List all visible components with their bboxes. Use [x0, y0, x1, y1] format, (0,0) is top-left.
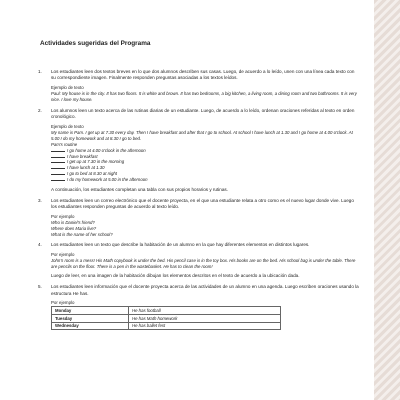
example-text: Paul: My house is in the city. It has two floors. It is white and brown. It has two bedrooms, a big kitchen, a living room, a dining room and two bathrooms. It is very nice. I love my house.	[51, 91, 357, 103]
table-cell-activity: He has football	[129, 307, 281, 315]
item-instructions: Los estudiantes leen dos textos breves en lo que dos alumnos describen sus casas. Luego, de acuerdo a lo leído, unen con una línea cada texto con su correspondiente imagen. Finalmente responden preguntas asociadas a los textos leídos.	[51, 69, 355, 81]
table-cell-day: Wednesday	[52, 322, 129, 330]
table-row	[52, 307, 281, 315]
followup-text: Luego de leer, en una imagen de la habitación dibujan los elementos descritos en el texto de acuerdo a la ubicación dada.	[51, 273, 300, 279]
item-instructions: Los alumnos leen un texto acerca de las rutinas diarias de un estudiante. Luego, de acuerdo a lo leído, ordenan oraciones referidas al texto en orden cronológico.	[51, 107, 355, 120]
decorative-side-stripe	[374, 0, 400, 400]
activity-item-4	[38, 242, 360, 280]
item-instructions: Los estudiantes leen un texto que describe la habitación de un alumno en la que hay diferentes elementos en distintos lugares.	[51, 242, 310, 248]
answer-blank[interactable]	[51, 151, 65, 152]
page-title: Actividades sugeridas del Programa	[40, 40, 151, 47]
example-text: John's room is a mess! His Math copybook is under the bed. His pencil case is in the toy box. His books are on the bed. His school bag is under the table. There are pencils on the floor. There is a pen in the wastebasket. He has to clean the room!	[51, 257, 356, 269]
question: Who is Daniel's friend?	[51, 219, 95, 225]
activity-item-3	[38, 198, 360, 238]
table-cell-activity: He has ballet fest	[129, 322, 281, 330]
example-label: Ejemplo de texto	[51, 123, 84, 129]
list-item	[51, 177, 360, 183]
sentence-text: I go to bed at 8.30 at night	[67, 171, 117, 177]
question: Where does Maria live?	[51, 225, 97, 231]
item-number: 4.	[38, 242, 42, 248]
item-instructions: Los estudiantes leen un correo electrónico que el docente proyecta, en el que una estudiante relata a otro como es el nuevo lugar donde vive. Luego los estudiantes responden preguntas de acuerdo al texto leído.	[51, 197, 354, 209]
item-instructions: Los estudiantes leen información que el docente proyecta acerca de las actividades de un alumno en una agenda. Luego escriben oraciones usando la estructura He has.	[51, 284, 359, 296]
table-row	[52, 315, 281, 323]
table-row	[52, 322, 281, 330]
example-label: Por ejemplo	[51, 213, 75, 219]
activity-item-1	[38, 69, 360, 103]
table-cell-day: Monday	[52, 307, 129, 315]
sentence-text: I go home at 4.00 o'clock in the afternoon	[67, 147, 146, 153]
answer-blank[interactable]	[51, 162, 65, 163]
activity-item-2	[38, 108, 360, 193]
ordering-list	[51, 148, 360, 183]
answer-blank[interactable]	[51, 157, 65, 158]
answer-blank[interactable]	[51, 180, 65, 181]
item-number: 2.	[38, 107, 42, 113]
example-label: Por ejemplo	[51, 251, 75, 257]
sentence-text: I have breakfast	[67, 153, 98, 159]
sentence-text: I have lunch at 1.30	[67, 165, 105, 171]
table-cell-activity: He has Math homework	[129, 315, 281, 323]
item-number: 1.	[38, 69, 42, 74]
example-text: My name is Pam. I get up at 7.30 every day. Then I have breakfast and after that I go to school. At school I have lunch at 1.30 and I go home at 4.00 o'clock. At 5.00 I do my homework and at 8.30 I go to bed.	[51, 129, 353, 141]
sentence-text: I get up at 7.30 in the morning	[67, 159, 125, 165]
agenda-table	[51, 306, 281, 330]
question: What is the name of her school?	[51, 231, 113, 237]
item-number: 5.	[38, 284, 42, 290]
sentence-text: I do my homework at 5.00 in the afternoon	[67, 177, 148, 183]
question-list	[51, 220, 360, 238]
answer-blank[interactable]	[51, 168, 65, 169]
answer-blank[interactable]	[51, 174, 65, 175]
example-label: Por ejemplo	[51, 300, 75, 306]
document-page	[38, 40, 360, 335]
item-number: 3.	[38, 197, 42, 203]
list-title: Pam's routine	[51, 141, 78, 147]
example-label: Ejemplo de texto	[51, 85, 84, 91]
activity-item-5	[38, 284, 360, 330]
table-cell-day: Tuesday	[52, 315, 129, 323]
followup-text: A continuación, los estudiantes completan una tabla con sus propios horarios y rutinas.	[51, 186, 228, 192]
